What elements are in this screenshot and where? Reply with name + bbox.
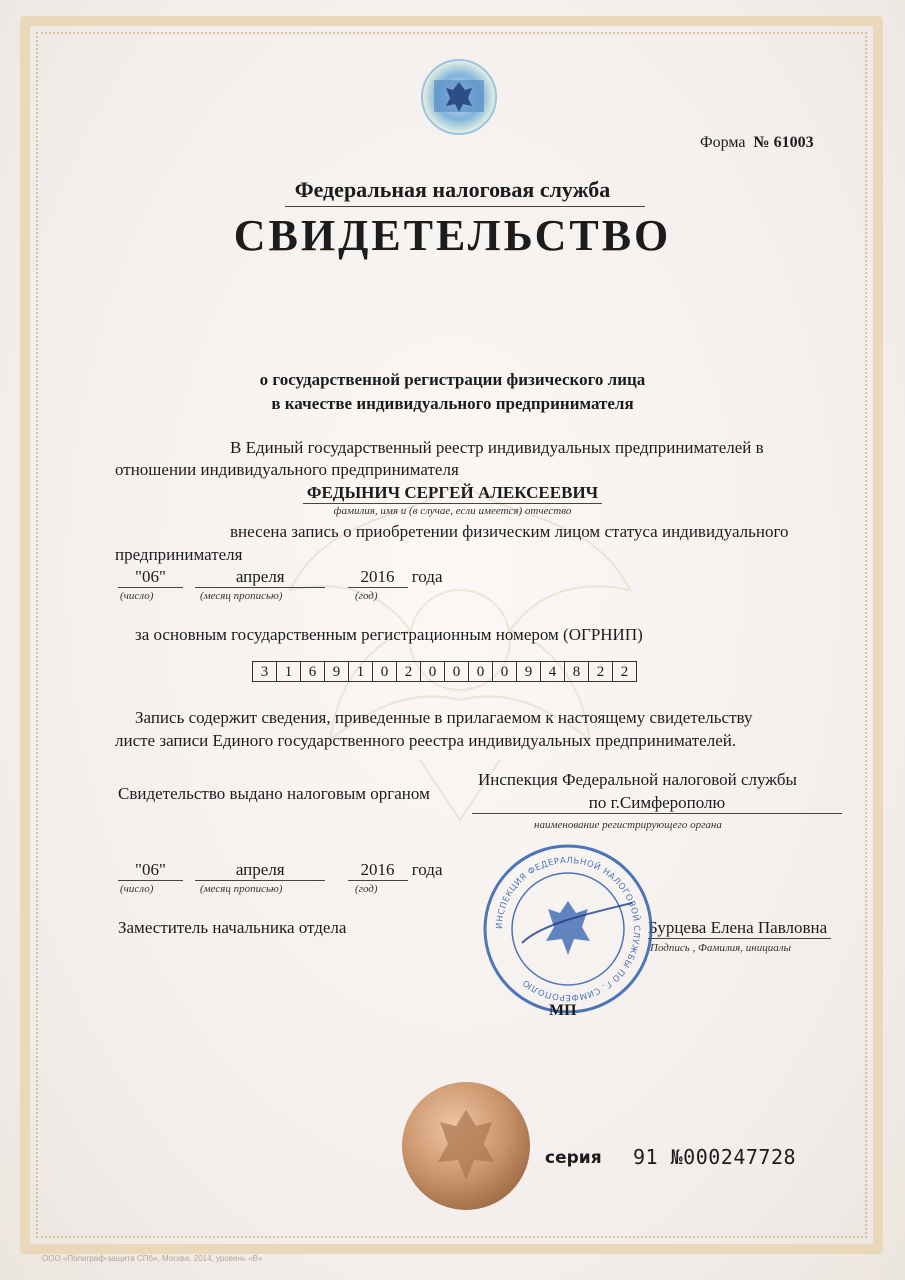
signatory-name: Бурцева Елена Павловна: [648, 918, 831, 939]
issue-year: 2016: [348, 860, 408, 881]
record-line-1: Запись содержит сведения, приведенные в прилагаемом к настоящему свидетельству: [135, 708, 753, 727]
ogrnip-digit: 9: [516, 661, 541, 682]
entry-line-2: предпринимателя: [115, 545, 243, 564]
record-line-2: листе записи Единого государственного реестра индивидуальных предпринимателей.: [115, 731, 737, 750]
reg-day-hint: (число): [120, 590, 154, 602]
agency-name: Федеральная налоговая служба: [294, 177, 611, 202]
ogrnip-digit: 0: [420, 661, 445, 682]
reg-month: апреля: [195, 567, 325, 588]
holographic-emblem-icon: [420, 58, 498, 136]
ogrnip-digit: 9: [324, 661, 349, 682]
ogrnip-digit: 4: [540, 661, 565, 682]
form-label: Форма: [700, 134, 746, 151]
ogrnip-number: [253, 661, 637, 682]
gold-seal-icon: [400, 1080, 532, 1212]
series-number: 91 №000247728: [633, 1145, 797, 1169]
ogrnip-digit: 0: [492, 661, 517, 682]
issue-date: [118, 860, 443, 881]
stamp-text: ИНСПЕКЦИЯ ФЕДЕРАЛЬНОЙ НАЛОГОВОЙ СЛУЖБЫ ПО Г. СИМФЕРОПОЛЮ: [494, 855, 642, 1003]
entrepreneur-full-name: ФЕДЫНИЧ СЕРГЕЙ АЛЕКСЕЕВИЧ: [303, 483, 602, 504]
mp-mark: МП: [549, 1002, 577, 1019]
ogrnip-label: за основным государственным регистрационным номером (ОГРНИП): [135, 625, 643, 644]
issuer-name-line-2: по г.Симферополю: [472, 793, 842, 814]
issuer-hint: наименование регистрирующего органа: [534, 819, 722, 831]
intro-line-1: В Единый государственный реестр индивидуальных предпринимателей в: [230, 438, 764, 457]
ogrnip-digit: 2: [396, 661, 421, 682]
ogrnip-digit: 1: [348, 661, 373, 682]
signatory-position: Заместитель начальника отдела: [118, 918, 347, 937]
name-hint: фамилия, имя и (в случае, если имеется) отчество: [333, 505, 572, 517]
ogrnip-digit: 0: [444, 661, 469, 682]
ogrnip-digit: 2: [612, 661, 637, 682]
issue-day-hint: (число): [120, 883, 154, 895]
ogrnip-digit: 1: [276, 661, 301, 682]
ogrnip-digit: 8: [564, 661, 589, 682]
issue-year-suffix: года: [411, 860, 443, 879]
official-stamp-icon: [482, 843, 654, 1015]
subtitle-line-1: о государственной регистрации физического лица: [259, 370, 646, 389]
series-label: серия: [545, 1148, 602, 1168]
intro-line-2: отношении индивидуального предпринимателя: [115, 460, 459, 479]
issue-day: "06": [118, 860, 183, 881]
ogrnip-digit: 0: [372, 661, 397, 682]
form-number: [700, 134, 814, 152]
issue-month-hint: (месяц прописью): [200, 883, 283, 895]
entry-line-1: внесена запись о приобретении физическим лицом статуса индивидуального: [230, 522, 789, 541]
entrepreneur-name: [0, 483, 905, 504]
subtitle-line-2: в качестве индивидуального предпринимателя: [271, 394, 634, 413]
signatory-hint: Подпись , Фамилия, инициалы: [650, 942, 791, 954]
reg-year-suffix: года: [411, 567, 443, 586]
ogrnip-digit: 6: [300, 661, 325, 682]
registration-date: [118, 567, 443, 588]
agency-underline: [285, 206, 645, 207]
issuer-label: Свидетельство выдано налоговым органом: [118, 784, 430, 803]
reg-year: 2016: [348, 567, 408, 588]
issue-year-hint: (год): [355, 883, 378, 895]
reg-month-hint: (месяц прописью): [200, 590, 283, 602]
printer-note: ООО «Полиграф-защита СПб», Москва, 2014, уровень «В»: [42, 1254, 263, 1263]
page-title: СВИДЕТЕЛЬСТВО: [233, 211, 672, 260]
ogrnip-digit: 2: [588, 661, 613, 682]
ogrnip-digit: 3: [252, 661, 277, 682]
reg-year-hint: (год): [355, 590, 378, 602]
issuer-name-line-1: Инспекция Федеральной налоговой службы: [478, 770, 797, 789]
form-number-value: № 61003: [753, 134, 814, 151]
reg-day: "06": [118, 567, 183, 588]
ogrnip-digit: 0: [468, 661, 493, 682]
issue-month: апреля: [195, 860, 325, 881]
